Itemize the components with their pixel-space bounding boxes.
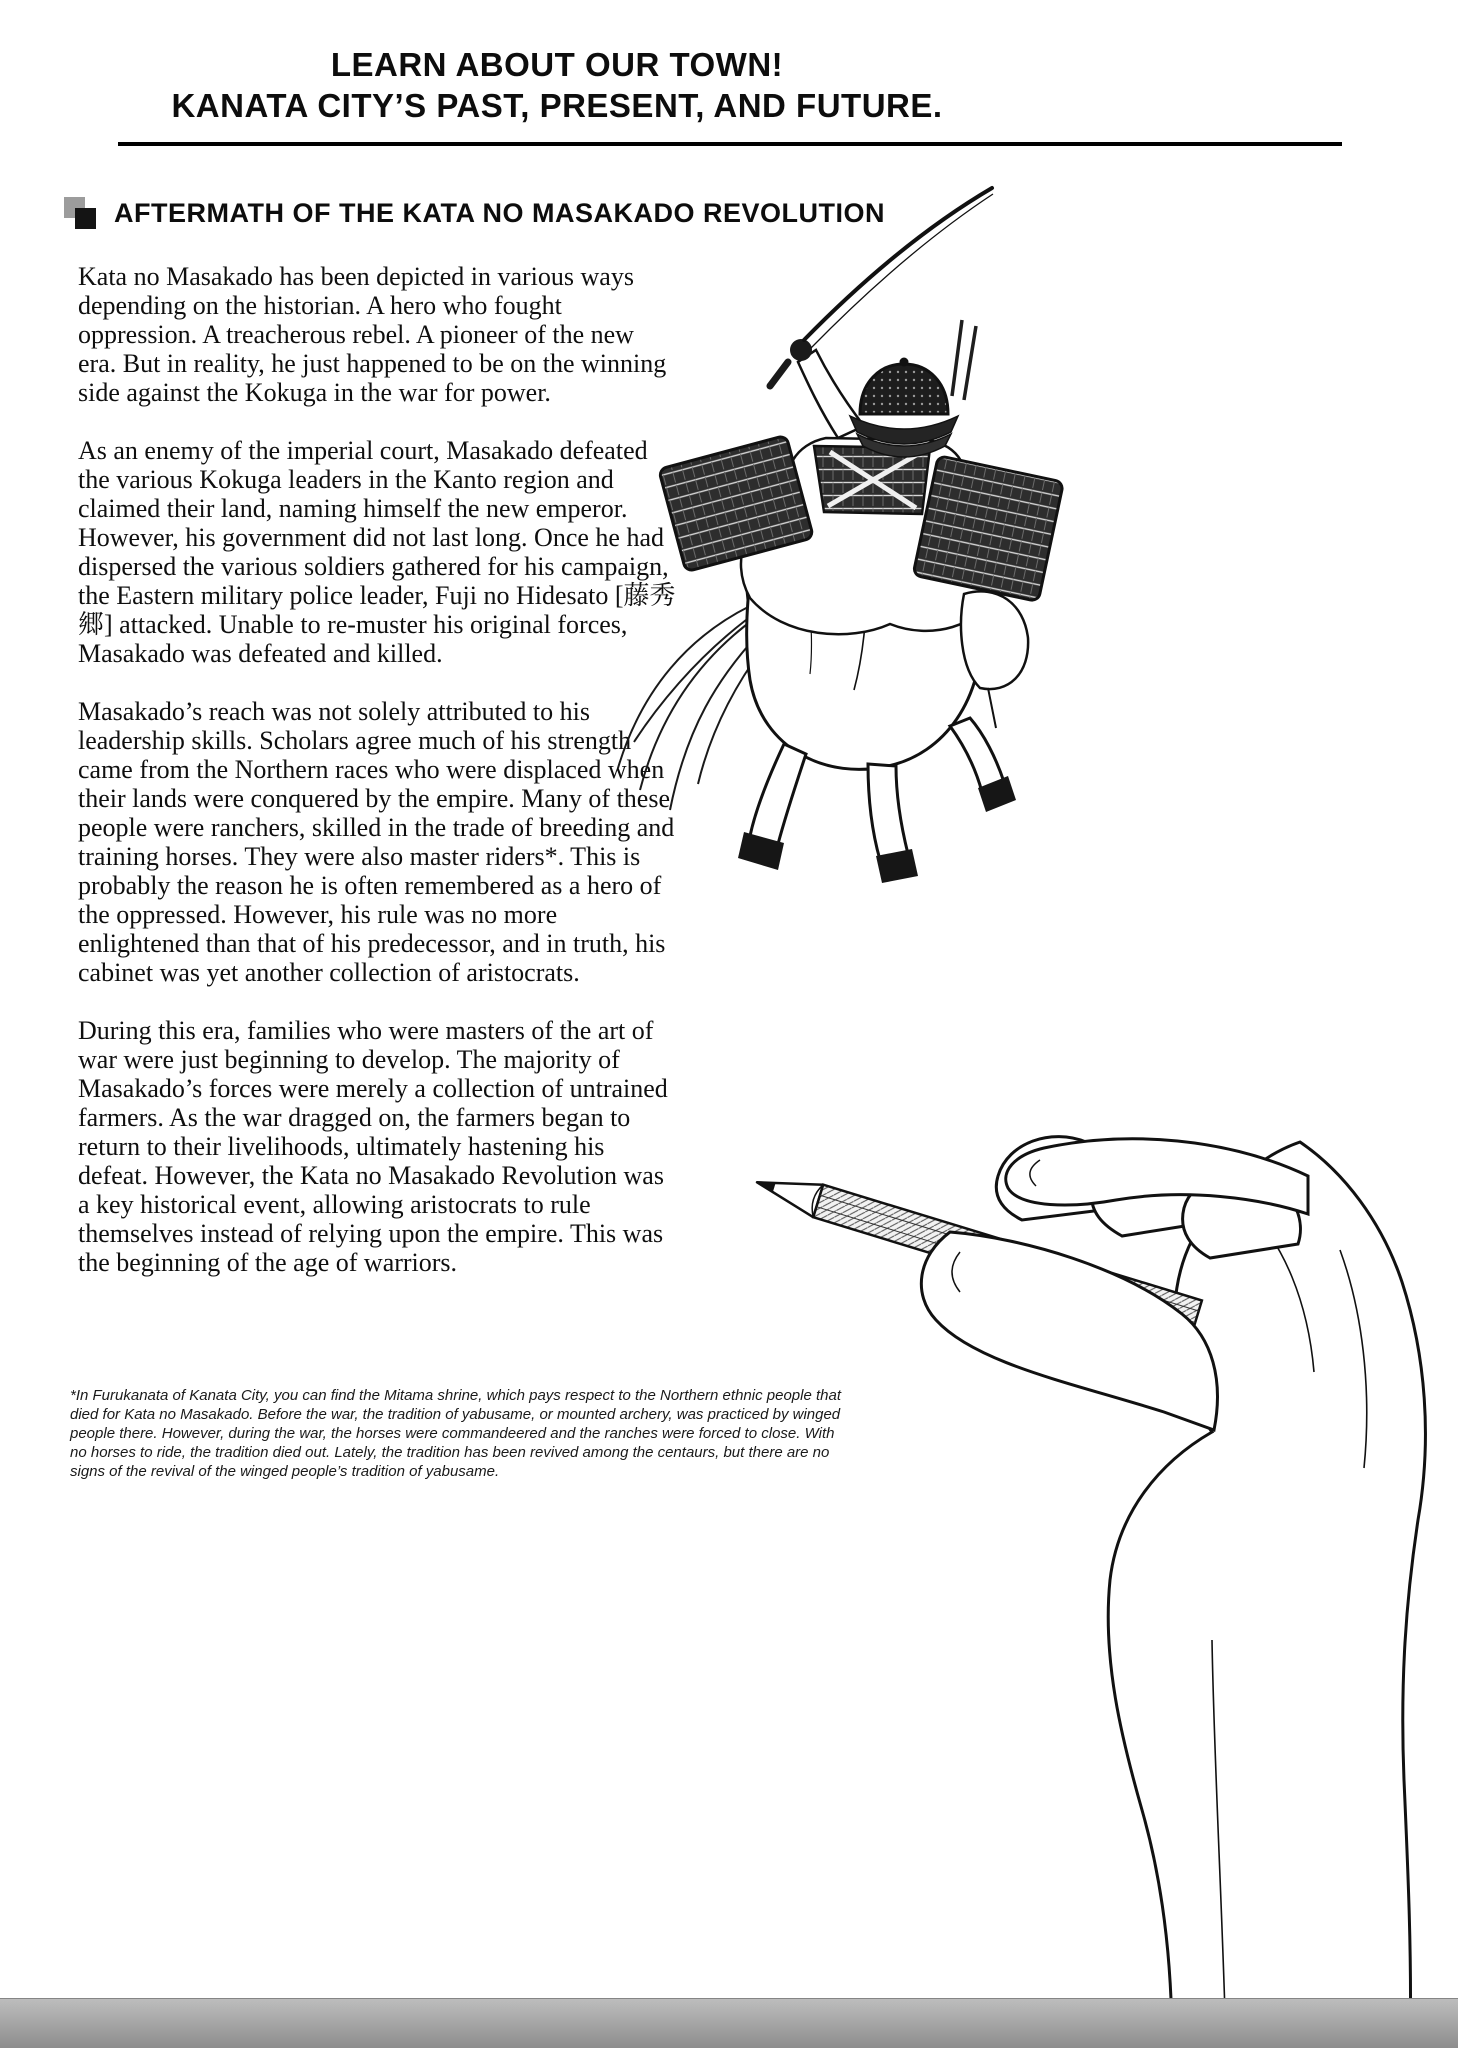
paragraph-3: Masakado’s reach was not solely attributed to his leadership skills. Scholars agree much of his strength came from the Northern races who were displaced when their lands were conquered by the empire. Many of these people were ranchers, skilled in the trade of breeding and training horses. They were also master riders*. This is probably the reason he is often remembered as a hero of the oppressed. However, his rule was no more enlightened than that of his predecessor, and in truth, his cabinet was yet another collection of aristocrats. [78, 697, 675, 987]
page-bottom-edge [0, 1998, 1458, 2048]
paragraph-4: During this era, families who were masters of the art of war were just beginning to develop. The majority of Masakado’s forces were merely a collection of untrained farmers. As the war dragged on, the farmers began to return to their livelihoods, ultimately hastening his defeat. However, the Kata no Masakado Revolution was a key historical event, allowing aristocrats to rule themselves instead of relying upon the empire. This was the beginning of the age of warriors. [78, 1016, 668, 1277]
paragraph-1: Kata no Masakado has been depicted in various ways depending on the historian. A hero who fought oppression. A treacherous rebel. A pioneer of the new era. But in reality, he just happened to be on the winning side against the Kokuga in the war for power. [78, 262, 667, 407]
hand-holding-pencil-illustration [740, 1080, 1458, 2048]
section-heading-text: AFTERMATH OF THE KATA NO MASAKADO REVOLUTION [114, 197, 885, 228]
page-title-line-1: LEARN ABOUT OUR TOWN! [330, 46, 784, 83]
title-divider [118, 142, 1342, 146]
marker-black-square [75, 208, 96, 229]
footnote: *In Furukanata of Kanata City, you can find the Mitama shrine, which pays respect to the Northern ethnic people that died for Kata no Masakado. Before the war, the tradition of yabusame, or mounted archery, was practiced by winged people there. However, during the war, the horses were commandeered and the ranches were forced to close. With no horses to ride, the tradition died out. Lately, the tradition has been revived among the centaurs, but there are no signs of the revival of the winged people’s tradition of yabusame. [70, 1387, 841, 1480]
paragraph-2: As an enemy of the imperial court, Masakado defeated the various Kokuga leaders in the Kanto region and claimed their land, naming himself the new emperor. However, his government did not last long. Once he had dispersed the various soldiers gathered for his campaign, the Eastern military police leader, Fuji no Hidesato [藤秀郷] attacked. Unable to re-muster his original forces, Masakado was defeated and killed. [78, 436, 676, 668]
section-marker-icon [64, 194, 100, 232]
page-title [0, 44, 1114, 126]
samurai-horseback-illustration [598, 168, 1078, 968]
page-title-line-2: KANATA CITY’S PAST, PRESENT, AND FUTURE. [171, 87, 943, 124]
article-body [78, 262, 678, 1306]
